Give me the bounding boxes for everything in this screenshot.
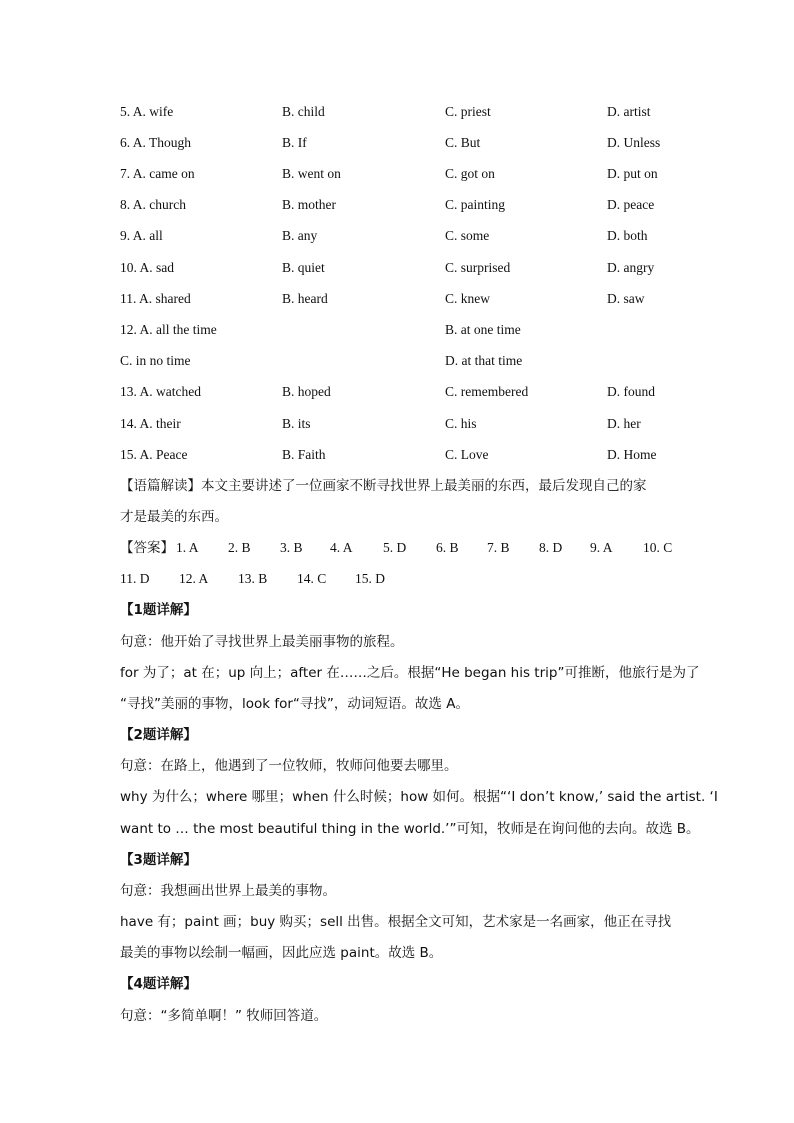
option-c: C. painting: [445, 197, 505, 212]
option-b: B. quiet: [282, 260, 325, 275]
option-b: B. If: [282, 135, 307, 150]
option-a: 5. A. wife: [120, 104, 174, 119]
detail-line: have 有；paint 画；buy 购买；sell 出售。根据全文可知，艺术家是一名画家，他正在寻找: [120, 914, 672, 930]
option-d: D. peace: [607, 197, 655, 212]
detail-line: 句意：我想画出世界上最美的事物。: [120, 883, 336, 899]
detail-line: “寻找”美丽的事物，look for“寻找”，动词短语。故选 A。: [120, 696, 469, 712]
option-a: 12. A. all the time: [120, 322, 217, 337]
reading-summary-line-1: 【语篇解读】本文主要讲述了一位画家不断寻找世界上最美丽的东西，最后发现自己的家: [120, 478, 647, 494]
option-row: [120, 381, 680, 403]
option-a: 11. A. shared: [120, 291, 191, 306]
option-row: [120, 194, 680, 216]
option-b: B. mother: [282, 197, 336, 212]
option-row: [120, 319, 680, 341]
option-row: [120, 257, 680, 279]
option-a: 9. A. all: [120, 228, 163, 243]
option-c: C. got on: [445, 166, 495, 181]
option-a: 6. A. Though: [120, 135, 192, 150]
option-a: 10. A. sad: [120, 260, 174, 275]
option-c: C. surprised: [445, 260, 511, 275]
option-b: B. went on: [282, 166, 341, 181]
answer-item: 12. A: [179, 571, 209, 586]
option-d: D. put on: [607, 166, 658, 181]
answer-item: 1. A: [176, 540, 199, 555]
detail-line: 句意：他开始了寻找世界上最美丽事物的旅程。: [120, 634, 404, 650]
option-b: B. hoped: [282, 384, 331, 399]
detail-line: for 为了；at 在；up 向上；after 在……之后。根据“He began his trip”可推断，他旅行是为了: [120, 665, 700, 681]
option-a: 14. A. their: [120, 416, 181, 431]
option-a: 8. A. church: [120, 197, 186, 212]
answer-item: 8. D: [539, 540, 563, 555]
option-c: C. some: [445, 228, 490, 243]
option-row: [120, 101, 680, 123]
option-a: 15. A. Peace: [120, 447, 188, 462]
answer-item: 13. B: [238, 571, 268, 586]
option-c: C. priest: [445, 104, 491, 119]
detail-heading-2: 【2题详解】: [120, 727, 197, 743]
option-d: D. her: [607, 416, 641, 431]
option-b: B. heard: [282, 291, 328, 306]
option-a: 13. A. watched: [120, 384, 201, 399]
option-row: [120, 225, 680, 247]
answer-item: 4. A: [330, 540, 353, 555]
option-b: B. its: [282, 416, 311, 431]
detail-line: 句意：在路上，他遇到了一位牧师，牧师问他要去哪里。: [120, 758, 458, 774]
answer-item: 3. B: [280, 540, 303, 555]
option-b: B. any: [282, 228, 318, 243]
option-c: C. knew: [445, 291, 490, 306]
answer-item: 15. D: [355, 571, 385, 586]
option-c: C. Love: [445, 447, 489, 462]
option-d: D. at that time: [445, 353, 523, 368]
answer-item: 7. B: [487, 540, 510, 555]
answer-label: 【答案】: [120, 540, 174, 556]
option-d: D. found: [607, 384, 655, 399]
detail-line: 句意：“多简单啊！” 牧师回答道。: [120, 1008, 328, 1024]
option-b: B. child: [282, 104, 325, 119]
answer-item: 10. C: [643, 540, 673, 555]
answer-item: 2. B: [228, 540, 251, 555]
detail-heading-3: 【3题详解】: [120, 852, 197, 868]
option-b: B. at one time: [445, 322, 521, 337]
option-c: C. But: [445, 135, 481, 150]
option-b: B. Faith: [282, 447, 326, 462]
option-row: [120, 163, 680, 185]
detail-line: why 为什么；where 哪里；when 什么时候；how 如何。根据“‘I don’t know,’ said the artist. ‘I: [120, 789, 718, 805]
option-d: D. artist: [607, 104, 651, 119]
detail-heading-4: 【4题详解】: [120, 976, 197, 992]
option-row: [120, 413, 680, 435]
answer-item: 6. B: [436, 540, 459, 555]
option-d: D. saw: [607, 291, 645, 306]
detail-heading-1: 【1题详解】: [120, 602, 197, 618]
option-c: C. in no time: [120, 353, 191, 368]
option-d: D. both: [607, 228, 648, 243]
option-row: [120, 132, 680, 154]
option-d: D. angry: [607, 260, 655, 275]
answer-item: 14. C: [297, 571, 327, 586]
option-row: [120, 288, 680, 310]
answer-item: 9. A: [590, 540, 613, 555]
option-c: C. remembered: [445, 384, 529, 399]
reading-summary-line-2: 才是最美的东西。: [120, 509, 228, 525]
option-row: [120, 444, 680, 466]
detail-line: 最美的事物以绘制一幅画，因此应选 paint。故选 B。: [120, 945, 443, 961]
answer-item: 5. D: [383, 540, 407, 555]
answer-item: 11. D: [120, 571, 150, 586]
option-d: D. Home: [607, 447, 657, 462]
option-d: D. Unless: [607, 135, 661, 150]
detail-line: want to … the most beautiful thing in the world.’”可知，牧师是在询问他的去向。故选 B。: [120, 821, 700, 837]
option-a: 7. A. came on: [120, 166, 195, 181]
option-row: [120, 350, 680, 372]
option-c: C. his: [445, 416, 477, 431]
